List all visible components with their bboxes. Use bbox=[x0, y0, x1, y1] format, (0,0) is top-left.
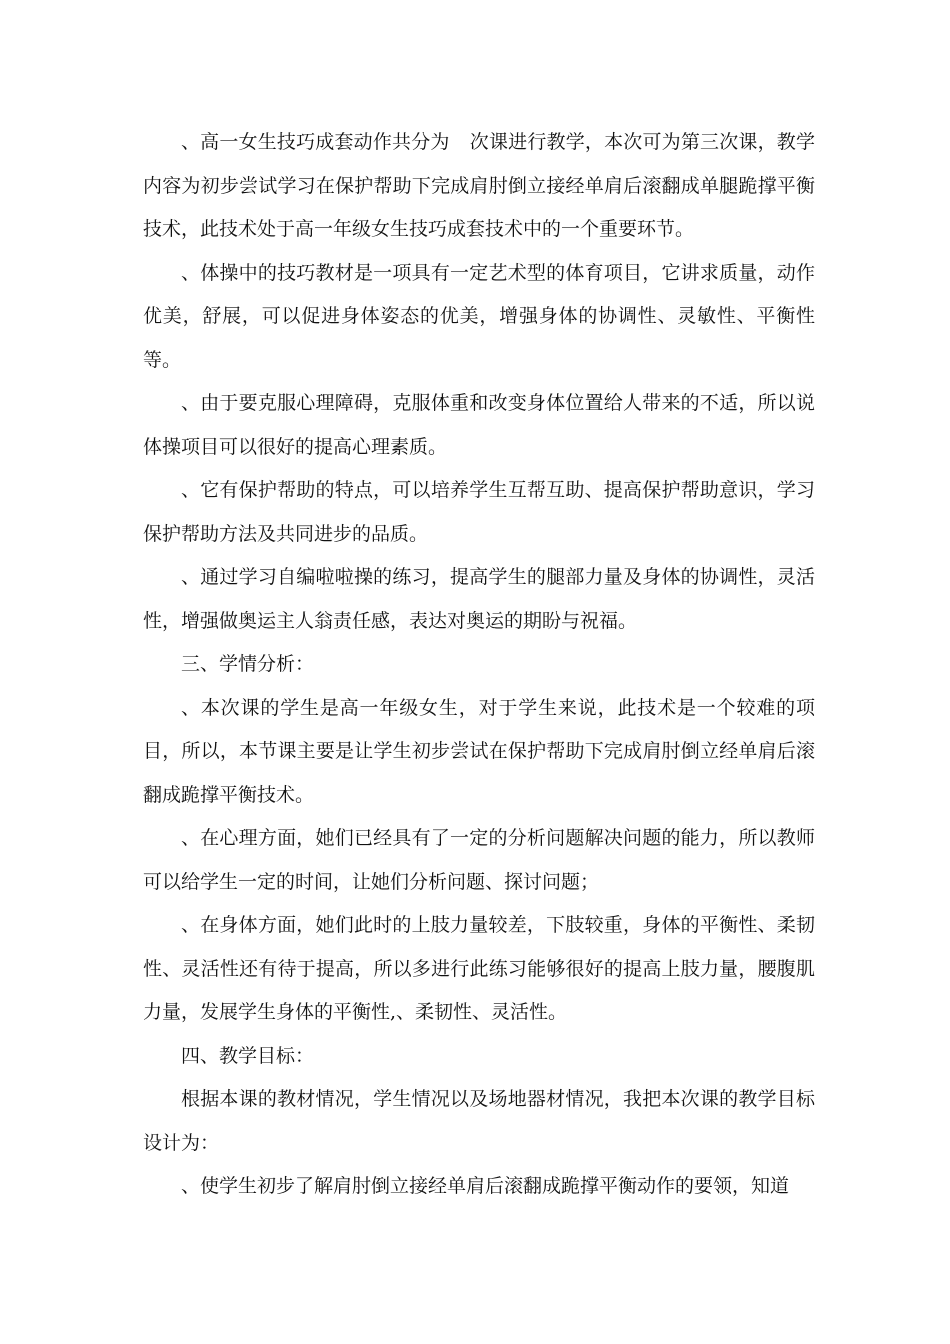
paragraph-student-physical: 、在身体方面，她们此时的上肢力量较差，下肢较重，身体的平衡性、柔韧性、灵活性还有待于提高，所以多进行此练习能够很好的提高上肢力量，腰腹肌力量，发展学生身体的平衡性,、柔韧性、灵活性。 bbox=[143, 914, 815, 1023]
document-body bbox=[143, 121, 815, 1209]
paragraph-material-features: 、体操中的技巧教材是一项具有一定艺术型的体育项目，它讲求质量，动作优美，舒展，可以促进身体姿态的优美，增强身体的协调性、灵敏性、平衡性等。 bbox=[143, 261, 815, 371]
paragraph-text-part-2: 次课进行教学，本次可为第三次课，教学内容为初步尝试学习在保护帮助下完成肩肘倒立接经单肩后滚翻成单腿跪撑平衡技术，此技术处于高一年级女生技巧成套技术中的一个重要环节。 bbox=[143, 131, 815, 240]
paragraph-mutual-help: 、它有保护帮助的特点，可以培养学生互帮互助、提高保护帮助意识，学习保护帮助方法及共同进步的品质。 bbox=[143, 479, 815, 545]
paragraph-cheerleading: 、通过学习自编啦啦操的练习，提高学生的腿部力量及身体的协调性，灵活性，增强做奥运主人翁责任感，表达对奥运的期盼与祝福。 bbox=[143, 566, 815, 632]
paragraph-student-psychology: 、在心理方面，她们已经具有了一定的分析问题解决问题的能力，所以教师可以给学生一定的时间，让她们分析问题、探讨问题； bbox=[143, 827, 815, 893]
section-heading-teaching-goals: 四、教学目标： bbox=[181, 1044, 315, 1067]
paragraph-course-overview bbox=[143, 121, 815, 252]
paragraph-psychology: 、由于要克服心理障碍，克服体重和改变身体位置给人带来的不适，所以说体操项目可以很好的提高心理素质。 bbox=[143, 392, 815, 458]
paragraph-goals-intro: 根据本课的教材情况，学生情况以及场地器材情况，我把本次课的教学目标设计为： bbox=[143, 1088, 815, 1154]
section-heading-student-analysis: 三、学情分析： bbox=[181, 653, 315, 675]
paragraph-text-part-1: 、高一女生技巧成套动作共分为 bbox=[181, 131, 450, 153]
paragraph-goal-1: 、使学生初步了解肩肘倒立接经单肩后滚翻成跪撑平衡动作的要领，知道 bbox=[181, 1175, 790, 1197]
paragraph-student-profile: 、本次课的学生是高一年级女生，对于学生来说，此技术是一个较难的项目，所以，本节课主要是让学生初步尝试在保护帮助下完成肩肘倒立经单肩后滚翻成跪撑平衡技术。 bbox=[143, 696, 815, 806]
